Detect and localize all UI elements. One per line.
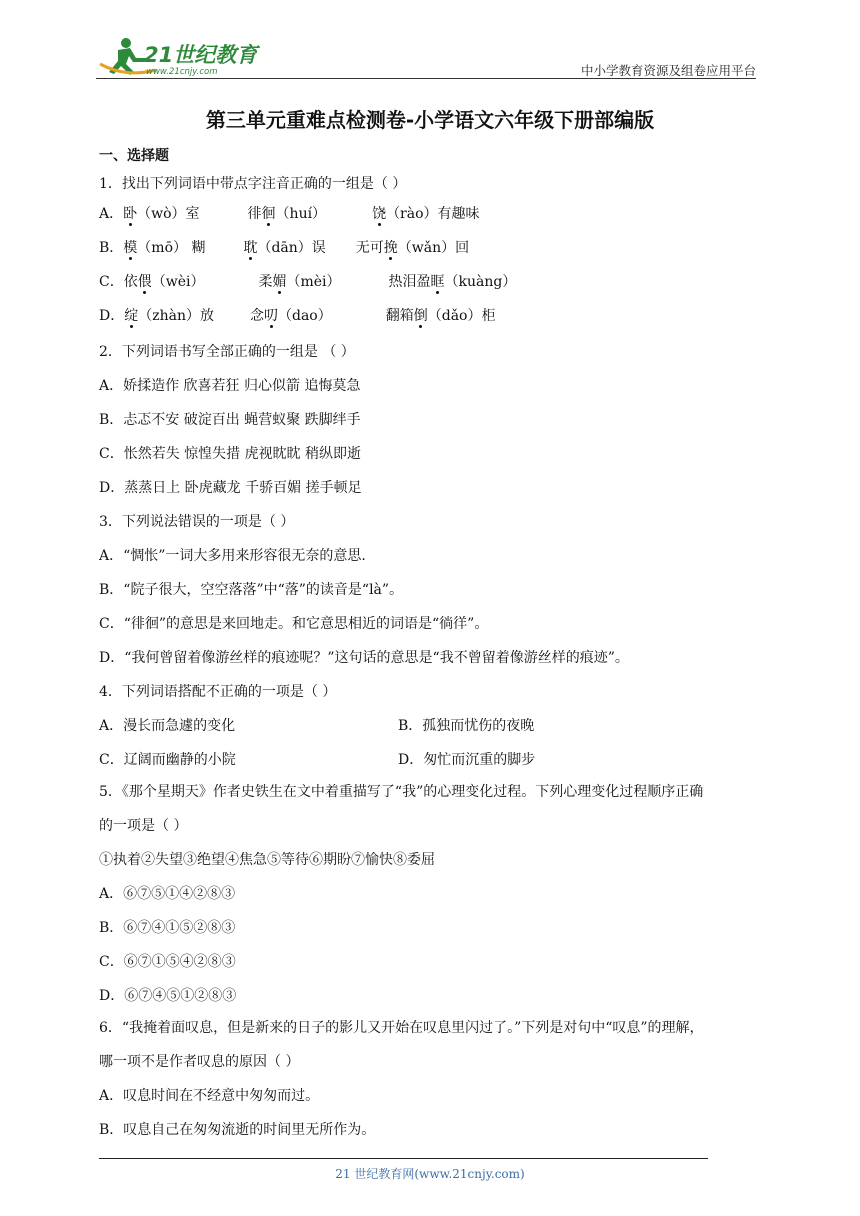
q3-option-c: C．“徘徊”的意思是来回地走。和它意思相近的词语是“徜徉”。: [99, 616, 489, 632]
runner-logo-icon: [96, 34, 266, 80]
logo: [96, 34, 266, 80]
q1-option-d: D．绽（zhàn）放 念叨（dao） 翻箱倒（dǎo）柜: [99, 308, 496, 324]
q2-option-b: B．忐忑不安 破淀百出 蝇营蚁聚 跌脚绊手: [99, 412, 361, 428]
q4-stem: 4．下列词语搭配不正确的一项是（ ）: [99, 684, 337, 700]
q4-option-c: C．辽阔而幽静的小院: [99, 752, 236, 768]
q1-option-c: C．依偎（wèi） 柔媚（mèi） 热泪盈眶（kuàng）: [99, 274, 517, 290]
page-title: 第三单元重难点检测卷-小学语文六年级下册部编版: [205, 108, 655, 132]
header-divider: [96, 78, 756, 79]
q5-stem-line2: 的一项是（ ）: [99, 818, 188, 834]
q2-option-a: A．娇揉造作 欣喜若狂 归心似箭 追悔莫急: [99, 378, 361, 394]
q3-stem: 3．下列说法错误的一项是（ ）: [99, 514, 295, 530]
svg-text:21世纪教育: 21世纪教育: [144, 43, 258, 67]
q1-option-b: B．模（mō） 糊 耽（dān）误 无可挽（wǎn）回: [99, 240, 470, 256]
footer-divider: [99, 1158, 708, 1159]
platform-name: 中小学教育资源及组卷应用平台: [580, 63, 756, 78]
q4-option-d: D．匆忙而沉重的脚步: [398, 752, 536, 768]
q5-option-b: B．⑥⑦④①⑤②⑧③: [99, 920, 236, 936]
section-heading: 一、选择题: [99, 148, 169, 164]
q5-items: ①执着②失望③绝望④焦急⑤等待⑥期盼⑦愉快⑧委屈: [99, 852, 435, 868]
q5-option-d: D．⑥⑦④⑤①②⑧③: [99, 988, 237, 1004]
q6-option-a: A．叹息时间在不经意中匆匆而过。: [99, 1088, 320, 1104]
svg-text:www.21cnjy.com: www.21cnjy.com: [146, 67, 218, 77]
q3-option-b: B．“院子很大，空空落落”中“落”的读音是“là”。: [99, 582, 404, 598]
q5-option-a: A．⑥⑦⑤①④②⑧③: [99, 886, 236, 902]
q3-option-d: D．“我何曾留着像游丝样的痕迹呢？”这句话的意思是“我不曾留着像游丝样的痕迹”。: [99, 650, 629, 666]
q3-option-a: A．“惆怅”一词大多用来形容很无奈的意思.: [99, 548, 366, 564]
q5-stem-line1: 5．《那个星期天》作者史铁生在文中着重描写了“我”的心理变化过程。下列心理变化过程顺序正确: [99, 784, 704, 800]
q6-option-b: B．叹息自己在匆匆流逝的时间里无所作为。: [99, 1122, 376, 1138]
q6-stem-line2: 哪一项不是作者叹息的原因（ ）: [99, 1054, 300, 1070]
q5-option-c: C．⑥⑦①⑤④②⑧③: [99, 954, 236, 970]
q6-stem-line1: 6．“我掩着面叹息，但是新来的日子的影儿又开始在叹息里闪过了。”下列是对句中“叹息”的理解，: [99, 1020, 704, 1036]
q2-option-c: C．怅然若失 惊惶失措 虎视眈眈 稍纵即逝: [99, 446, 362, 462]
q4-option-a: A．漫长而急遽的变化: [99, 718, 236, 734]
footer-link[interactable]: 21 世纪教育网(www.21cnjy.com): [335, 1167, 525, 1181]
q4-option-b: B．孤独而忧伤的夜晚: [398, 718, 535, 734]
q1-option-a: A．卧（wò）室 徘徊（huí） 饶（rào）有趣味: [99, 206, 480, 222]
q2-option-d: D．蒸蒸日上 卧虎藏龙 千骄百媚 搓手顿足: [99, 480, 362, 496]
q2-stem: 2．下列词语书写全部正确的一组是 （ ）: [99, 344, 355, 360]
q1-stem: 1．找出下列词语中带点字注音正确的一组是（ ）: [99, 176, 407, 192]
